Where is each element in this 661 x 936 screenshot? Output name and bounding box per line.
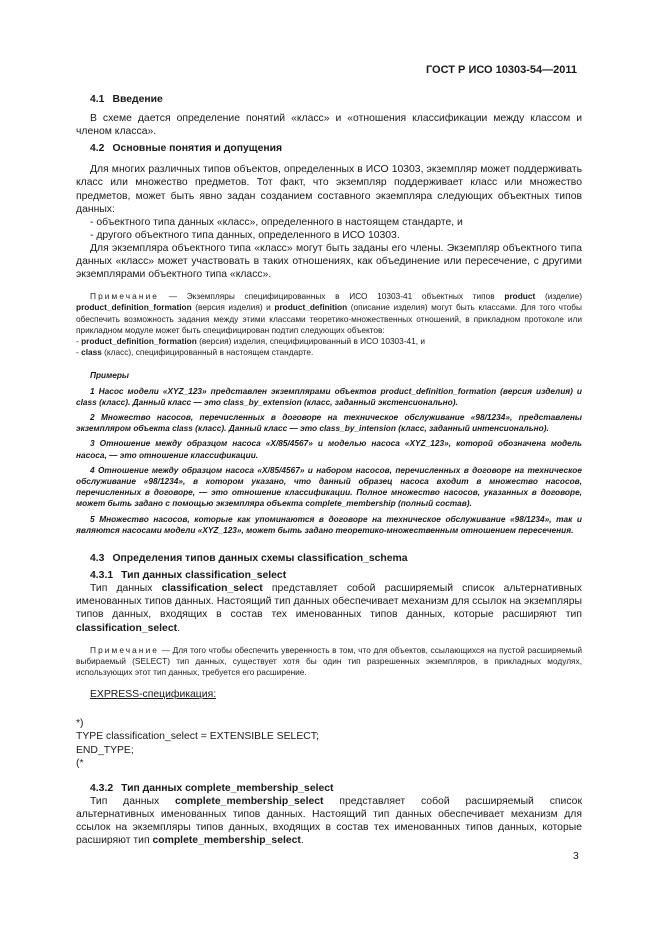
code-line-4: (*: [76, 757, 84, 769]
section-4-3-heading: 4.3 Определения типов данных схемы classification_schema: [90, 553, 408, 565]
section-4-2-paragraph-2: Для экземпляра объектного типа «класс» могут быть заданы его члены. Экземпляр объектного типа данных «класс» может участвовать в таких отношениях, как объединение или пересечение, с другими экземплярами объектного типа «класс».: [76, 242, 582, 281]
section-4-2-paragraph-1: Для многих различных типов объектов, определенных в ИСО 10303, экземпляр может поддерживать класс или множество предметов. Тот факт, что экземпляр поддерживает класс или множество предметов, может быть явно задан созданием составного экземпляра следующих объектных типов данных:: [76, 164, 582, 215]
example-4: 4 Отношение между образцом насоса «X/85/4567» и набором насосов, перечисленных в договоре на техническое обслуживание «98/1234», в котором указано, что данный образец насоса входит в множество насосов, перечисленных в договоре, — это отношение классификации. Полное множество насосов, указанных в договоре, может быть задано с помощью экземпляра объекта complete_membership (полный состав).: [76, 464, 582, 509]
section-4-2-list-item-1: - объектного типа данных «класс», определенного в настоящем стандарте, и: [90, 216, 463, 228]
example-2: 2 Множество насосов, перечисленных в договоре на техническое обслуживание «98/1234», представлены экземпляром объекта class (класс). Данный класс — это class_by_intension (класс, заданный интенсионально).: [76, 412, 582, 434]
section-4-2-note-item-2: - class (класс), специфицированный в настоящем стандарте.: [76, 347, 314, 358]
example-3: 3 Отношение между образцом насоса «X/85/4567» и моделью насоса «XYZ_123», которой обозначена модель насоса, — это отношение классификации.: [76, 438, 582, 460]
example-5: 5 Множество насосов, которые как упоминаются в договоре на техническое обслуживание «98/1234», так и являются насосами модели «XYZ_123», может быть задано теоретико-множественным отношением пересечения.: [76, 513, 582, 535]
section-4-3-1-heading: 4.3.1 Тип данных classification_select: [90, 570, 287, 582]
section-4-2-list-item-2: - другого объектного типа данных, определенного в ИСО 10303.: [90, 229, 400, 241]
code-line-2: TYPE classification_select = EXTENSIBLE SELECT;: [76, 731, 319, 743]
document-header: ГОСТ Р ИСО 10303-54—2011: [425, 64, 577, 76]
examples-title: Примеры: [90, 370, 130, 381]
section-4-3-2-paragraph: Тип данных complete_membership_select представляет собой расширяемый список альтернативных именованных типов данных. Настоящий тип данных обеспечивает механизм для ссылок на экземпляры типов данных, входящих в состав тех именованных типов данных, которые расширяют тип complete_membership_select.: [76, 795, 582, 847]
section-4-2-heading: 4.2 Основные понятия и допущения: [90, 143, 283, 155]
page-number: 3: [573, 851, 579, 862]
section-4-1-paragraph: В схеме дается определение понятий «класс» и «отношения классификации между классом и членом класса».: [76, 113, 582, 138]
section-4-2-note-item-1: - product_definition_formation (версия) изделия, специфицированный в ИСО 10303-41, и: [76, 336, 426, 347]
code-line-3: END_TYPE;: [76, 744, 134, 756]
section-4-2-note: Примечание — Экземпляры специфицированных в ИСО 10303-41 объектных типов product (изделие) product_definition_formation (версия изделия) и product_definition (описание изделия) могут быть классами. Для того чтобы обеспечить возможность задания между этими классами теоретико-множественных отношений, в прикладном протоколе или прикладном модуле может быть специфицирован подтип следующих объектов:: [76, 291, 583, 335]
section-4-3-2-heading: 4.3.2 Тип данных complete_membership_select: [90, 782, 334, 794]
document-body: [76, 93, 582, 847]
code-line-1: *): [76, 718, 84, 730]
section-4-1-heading: 4.1 Введение: [90, 94, 163, 105]
section-4-3-1-note: Примечание — Для того чтобы обеспечить уверенность в том, что для объектов, ссылающихся на пустой расширяемый выбираемый (SELECT) тип данных, существует хотя бы один тип разрешенных экземпляров, в прикладных модулях, использующих этот тип данных, требуется его расширение.: [76, 644, 582, 678]
express-label: EXPRESS-спецификация:: [90, 689, 217, 701]
example-1: 1 Насос модели «XYZ_123» представлен экземплярами объектов product_definition_formation (версия изделия) и class (класс). Данный класс — это class_by_extension (класс, заданный экстенсионально).: [76, 385, 582, 407]
section-4-3-1-paragraph: Тип данных classification_select представляет собой расширяемый список альтернативных именованных типов данных. Настоящий тип данных обеспечивает механизм для ссылок на экземпляры типов данных, входящих в состав тех именованных типов данных, которые расширяют тип classification_select.: [76, 583, 583, 634]
